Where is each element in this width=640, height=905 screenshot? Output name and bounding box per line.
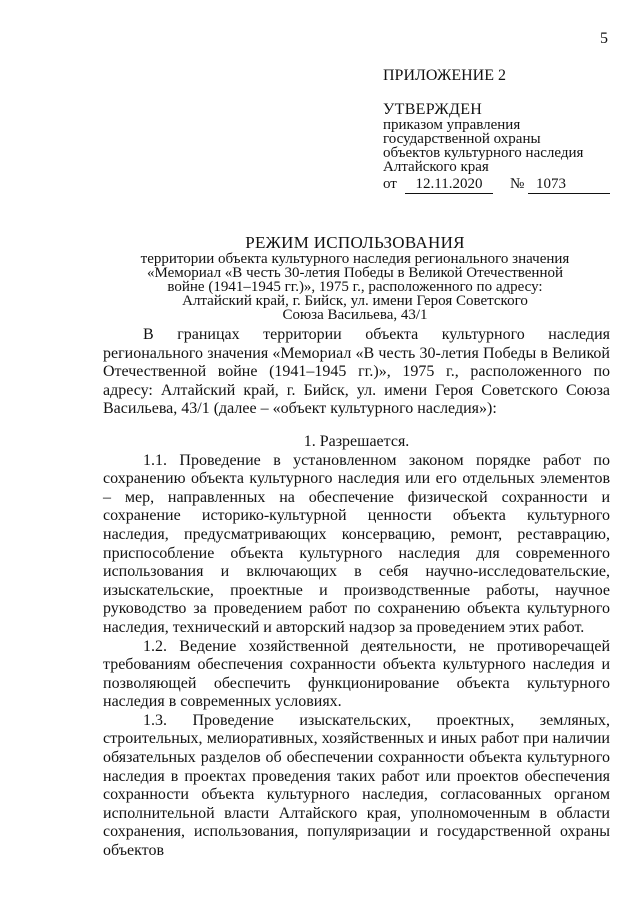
appendix-header (383, 67, 613, 194)
title-subline: Алтайский край, г. Бийск, ул. имени Героя Советского (182, 293, 528, 309)
order-date-number (383, 176, 613, 194)
clause-paragraph: 1.3. Проведение изыскательских, проектных, земляных, строительных, мелиоративных, хозяйственных и иных работ при наличии обязательных разделов об обеспечении сохранности объекта культурного наследия в проектах проведения таких работ или проектов обеспечения сохранности объекта культурного наследия, согласованных органом исполнительной власти Алтайского края, уполномоченным в области сохранения, использования, популяризации и государственной охраны объектов (103, 711, 610, 860)
title-subline: территории объекта культурного наследия регионального значения (140, 251, 570, 267)
approval-line: объектов культурного наследия (383, 145, 584, 161)
document-title: РЕЖИМ ИСПОЛЬЗОВАНИЯ (245, 233, 465, 252)
document-body (103, 326, 610, 861)
approval-line: государственной охраны (383, 131, 541, 147)
clause-paragraph: 1.2. Ведение хозяйственной деятельности, не противоречащей требованиям обеспечения сохранности объекта культурного наследия и позволяющей обеспечить функционирование объекта культурного наследия в современных условиях. (103, 637, 610, 711)
title-subline: войне (1941–1945 гг.)», 1975 г., расположенного по адресу: (167, 279, 543, 295)
intro-paragraph: В границах территории объекта культурного наследия регионального значения «Мемориал «В честь 30-летия Победы в Великой Отечественной войне (1941–1945 гг.)», 1975 г., расположенного по адресу: Алтайский край, г. Бийск, ул. имени Героя Советского Союза Васильева, 43/1 (далее – «объект культурного наследия»): (103, 326, 610, 418)
number-prefix: № (510, 176, 525, 192)
clause-paragraph: 1.1. Проведение в установленном законом порядке работ по сохранению объекта культурного наследия или его отдельных элементов – мер, направленных на обеспечение физической сохранности и сохранение историко-культурной ценности объекта культурного наследия, предусматривающих консервацию, ремонт, реставрацию, приспособление объекта культурного наследия для современного использования и включающих в себя научно-исследовательские, изыскательские, проектные и производственные работы, научное руководство за проведением работ по сохранению объекта культурного наследия, технический и авторский надзор за проведением этих работ. (103, 451, 610, 636)
page-number: 5 (600, 30, 608, 47)
approved-label: УТВЕРЖДЕН (383, 101, 483, 118)
title-subline: «Мемориал «В честь 30-летия Победы в Великой Отечественной (146, 265, 564, 281)
approval-line: приказом управления (383, 117, 521, 133)
date-prefix: от (383, 176, 397, 192)
title-subline: Союза Васильева, 43/1 (282, 307, 428, 323)
order-date: 12.11.2020 (405, 176, 493, 194)
approval-line: Алтайского края (383, 159, 489, 175)
appendix-title: ПРИЛОЖЕНИЕ 2 (383, 67, 507, 84)
section-heading: 1. Разрешается. (303, 432, 410, 450)
document-title-block (100, 233, 610, 322)
order-number: 1073 (528, 176, 610, 194)
